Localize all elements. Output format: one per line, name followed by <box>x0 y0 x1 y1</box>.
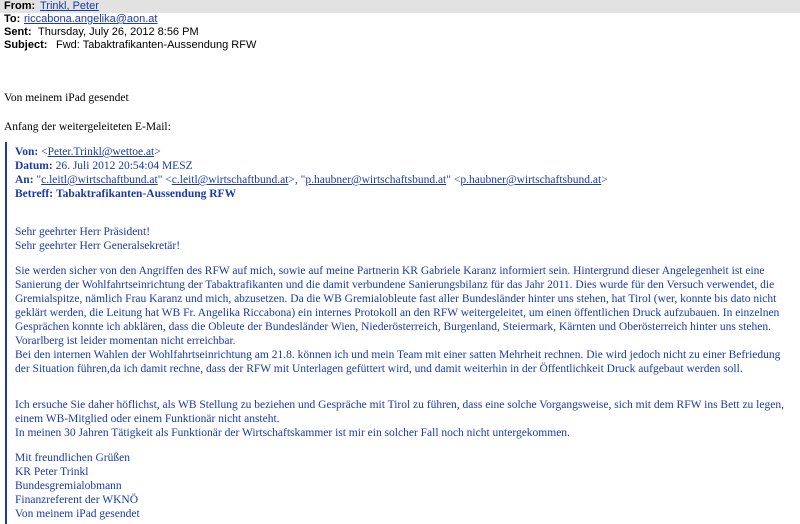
to-row <box>0 13 800 26</box>
letter-paragraph-3: Ich ersuche Sie daher höflichst, als WB Stellung zu beziehen und Gespräche mit Tirol zu führen, dass eine solche Vorgangsweise, sich mit dem RFW ins Bett zu legen, einem WB-Mitglied oder einem Funktionär nicht ansteht. <box>15 399 784 425</box>
to-label: To: <box>4 13 21 25</box>
betreff-value: Tabaktrafikanten-Aussendung RFW <box>55 188 237 200</box>
datum-row <box>15 159 193 173</box>
subject-label: Subject: <box>4 39 48 51</box>
an-email1b-link[interactable]: c.leitl@wirtschaftbund.at <box>171 174 289 186</box>
letter-paragraph-1: Sie werden sicher von den Angriffen des RFW auf mich, sowie auf meine Partnerin KR Gabriele Karanz informiert sein. Hintergrund dieser Angelegenheit ist eine Sanierung der Wohlfahrtseinrichtung der Tabaktrafikanten und die damit verbundene Sanierungsbilanz für das Jahr 2011. Dies wurde für den Versuch verwendet, die Gremialspitze, nämlich Frau Karanz und mich, abzusetzen. Da die WB Gremialobleute fast aller Bundesländer hinter uns stehen, hat Tirol (wer, konnte bis dato nicht geklärt werden, die Leitung hat WB Fr. Angelika Riccabona) ein internes Protokoll an den RFW weitergeleitet, um einen öffentlichen Druck aufzubauen. In einzelnen Gesprächen konnte ich abklären, dass die Obleute der Bundesländer Wien, Niederösterreich, Burgenland, Steiermark, Kärnten und Oberösterreich hinter uns stehen. Vorarlberg ist leider momentan nicht erreichbar. <box>15 265 780 347</box>
email-header <box>0 0 800 52</box>
von-row <box>15 145 161 159</box>
an-quote-close2: > <box>601 174 608 186</box>
closing: Mit freundlichen Grüßen <box>15 452 130 464</box>
an-email2-link[interactable]: p.haubner@wirtschaftsbund.at <box>305 174 447 186</box>
subject-row <box>0 39 800 52</box>
von-gt: > <box>154 146 161 158</box>
an-quote-close1: >, " <box>288 174 306 186</box>
subject-value: Fwd: Tabaktrafikanten-Aussendung RFW <box>56 39 257 51</box>
letter-request <box>15 398 797 440</box>
betreff-row <box>15 187 236 201</box>
to-link[interactable]: riccabona.angelika@aon.at <box>24 13 158 25</box>
von-email-link[interactable]: Peter.Trinkl@wettoe.at <box>47 146 155 158</box>
sent-label: Sent: <box>4 26 32 38</box>
greeting-president: Sehr geehrter Herr Präsident! <box>15 226 151 238</box>
letter-paragraph-4: In meinen 30 Jahren Tätigkeit als Funktionär der Wirtschaftskammer ist mir ein solcher Fall noch nicht untergekommen. <box>15 427 570 439</box>
an-email1-link[interactable]: c.leitl@wirtschaftbund.at <box>41 174 158 186</box>
an-email2b-link[interactable]: p.haubner@wirtschaftsbund.at <box>460 174 602 186</box>
signature-ipad: Von meinem iPad gesendet <box>15 508 140 520</box>
sent-value: Thursday, July 26, 2012 8:56 PM <box>38 26 199 38</box>
an-label: An: <box>15 174 34 186</box>
greeting-secretary: Sehr geehrter Herr Generalsekretär! <box>15 240 181 252</box>
datum-value: 26. Juli 2012 20:54:04 MESZ <box>55 160 193 172</box>
from-label: From: <box>4 0 36 12</box>
letter-paragraph-2: Bei den internen Wahlen der Wohlfahrtseinrichtung am 21.8. können ich und mein Team mit einer satten Mehrheit rechnen. Die wird jedoch nicht zu einer Befriedung der Situation führen,da ich damit rechne, dass der RFW mit Unterlagen gefüttert wird, und damit weiterhin in der Öffentlichkeit Druck aufgebaut werden soll. <box>15 349 781 375</box>
greeting-block <box>15 225 797 253</box>
signature-block <box>15 451 797 521</box>
an-quote-open: " <box>36 174 42 186</box>
an-quote-mid2: " < <box>446 174 461 186</box>
datum-label: Datum: <box>15 160 53 172</box>
from-link[interactable]: Trinkl, Peter <box>40 0 99 12</box>
ipad-signature-line: Von meinem iPad gesendet <box>4 92 129 104</box>
from-row <box>0 0 800 13</box>
von-label: Von: <box>15 146 39 158</box>
betreff-label: Betreff: <box>15 188 54 200</box>
an-row <box>15 173 608 187</box>
sent-row <box>0 26 800 39</box>
signer-name: KR Peter Trinkl <box>15 466 89 478</box>
signer-role: Finanzreferent der WKNÖ <box>15 494 139 506</box>
forwarded-message-quote <box>5 142 793 524</box>
von-lt: < <box>41 146 48 158</box>
forwarded-intro-line: Anfang der weitergeleiteten E-Mail: <box>4 121 171 133</box>
letter-body <box>15 264 797 376</box>
signer-title: Bundesgremialobmann <box>15 480 122 492</box>
an-quote-mid1: " < <box>157 174 172 186</box>
